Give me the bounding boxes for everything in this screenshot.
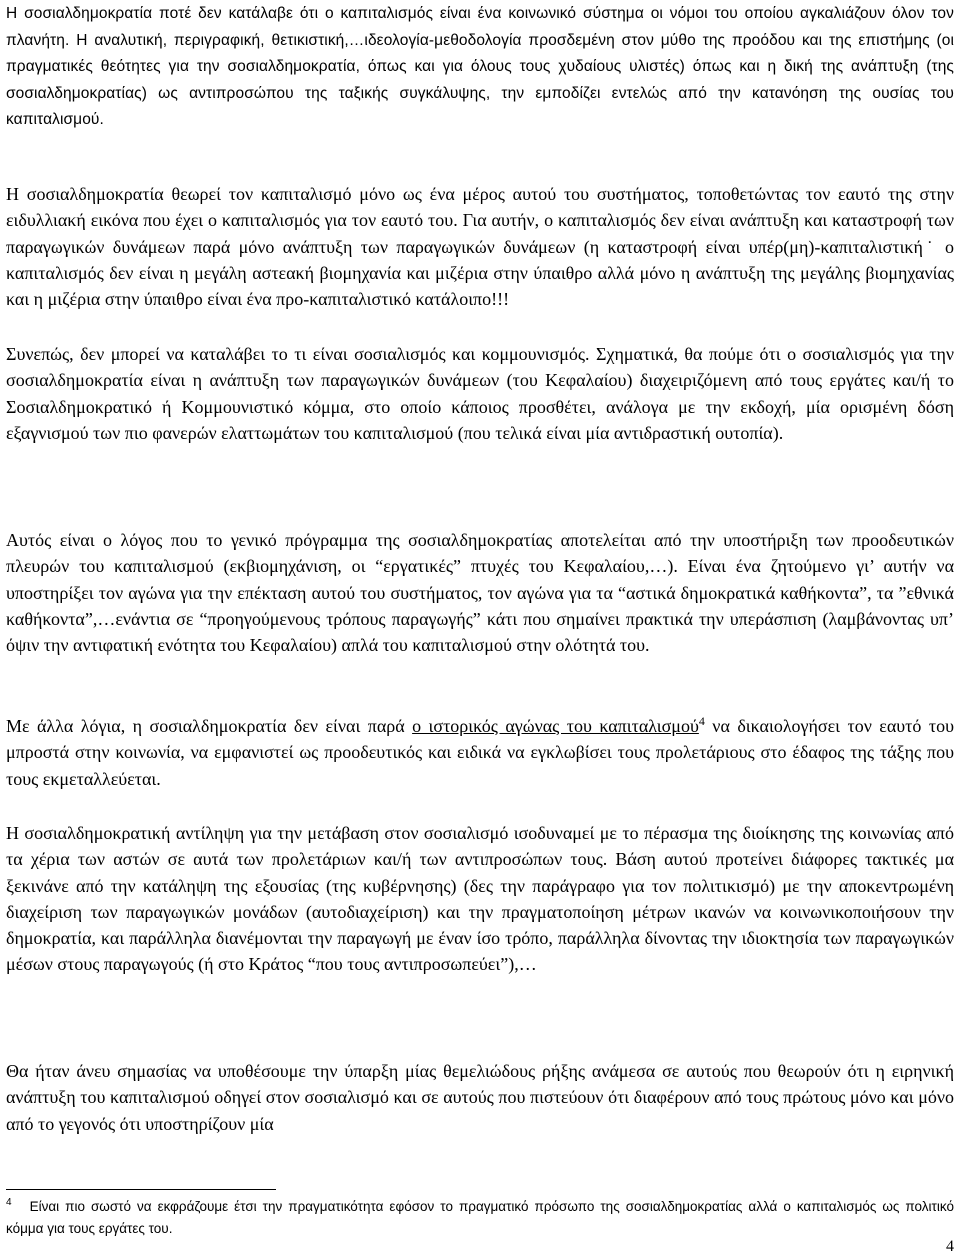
footnote-text: Είναι πιο σωστό να εκφράζουμε έτσι την πραγματικότητα εφόσον το πραγματικό πρόσωπο της σοσιαλδημοκρατίας αλλά ο καπιταλισμός ως πολιτικό κόμμα για τους εργάτες του. (6, 1199, 954, 1236)
paragraph-2: Η σοσιαλδημοκρατία θεωρεί τον καπιταλισμό μόνο ως ένα μέρος αυτού του συστήματος, τοποθετώντας τον εαυτό της στην ειδυλλιακή εικόνα που έχει ο καπιταλισμός για τον εαυτό του. Για αυτήν, ο καπιταλισμός δεν είναι ανάπτυξη και καταστροφή των παραγωγικών δυνάμεων παρά μόνο ανάπτυξη των παραγωγικών δυνάμεων (η καταστροφή είναι υπέρ(μη)-καπιταλιστική˙ ο καπιταλισμός δεν είναι η μεγάλη αστεακή βιομηχανία και μιζέρια στην ύπαιθρο αλλά μόνο η ανάπτυξη της μεγάλης βιομηχανίας και η μιζέρια στην ύπαιθρο είναι ένα προ-καπιταλιστικό κατάλοιπο!!! (6, 184, 954, 310)
paragraph-5-text-end: να δικαιολογήσει τον εαυτό του μπροστά στην κοινωνία, να εμφανιστεί ως προοδευτικός και ειδικά να εγκλωβίσει τους προλετάριους στο έδαφος της τάξης που τους εκμεταλλεύεται. (6, 716, 954, 789)
page-number: 4 (946, 1238, 954, 1255)
footnote-reference: 4 (698, 714, 705, 728)
paragraph-4: Αυτός είναι ο λόγος που το γενικό πρόγραμμα της σοσιαλδημοκρατίας αποτελείται από την υποστήριξη των προοδευτικών πλευρών του καπιταλισμού (εκβιομηχάνιση, οι “εργατικές” πτυχές του Κεφαλαίου,…). Είναι ένα ζητούμενο γι’ αυτήν να υποστηρίξει τον αγώνα για την επέκταση αυτού του συστήματος, τον αγώνα για τα “αστικά δημοκρατικά καθήκοντα”, τα ”εθνικά καθήκοντα”,…ενάντια σε “προηγούμενους τρόπους παραγωγής” κάτι που σημαίνει πρακτικά την υπεράσπιση (λαμβάνοντας υπ’ όψιν την αντιφατική ενότητα του Κεφαλαίου) απλά του καπιταλισμού στην ολότητά του. (6, 530, 954, 656)
paragraph-3: Συνεπώς, δεν μπορεί να καταλάβει το τι είναι σοσιαλισμός και κομμουνισμός. Σχηματικά, θα πούμε ότι ο σοσιαλισμός για την σοσιαλδημοκρατία είναι η ανάπτυξη των παραγωγικών δυνάμεων (του Κεφαλαίου) διαχειριζόμενη από τους εργάτες και/ή το Σοσιαλδημοκρατικό ή Κομμουνιστικό κόμμα, στο οποίο κάποιος προσθέτει, ανάλογα με την εκδοχή, μία ορισμένη δόση εξαγνισμού των πιο φανερών ελαττωμάτων του καπιταλισμού (που τελικά είναι μία αντιδραστική ουτοπία). (6, 344, 954, 443)
paragraph-5-text-start: Με άλλα λόγια, η σοσιαλδημοκρατία δεν είναι παρά (6, 716, 413, 736)
paragraph-6: Η σοσιαλδημοκρατική αντίληψη για την μετάβαση στον σοσιαλισμό ισοδυναμεί με το πέρασμα της διοίκησης της κοινωνίας από τα χέρια των αστών σε αυτά των προλετάριων και/ή των αντιπροσώπων τους. Βάση αυτού προτείνει διάφορες τακτικές μα ξεκινάνε από την κατάληψη της εξουσίας (της κυβέρνησης) (δες την παράγραφο για τον πολιτικισμό) με την αποκεντρωμένη διαχείριση των παραγωγικών μονάδων (αυτοδιαχείριση) και την πραγματοποίηση μέτρων ικανών να κοινωνικοποιήσουν την δημοκρατία, και παράλληλα διανέμονται την παραγωγή με έναν ίσο τρόπο, παράλληλα δίνοντας την ιδιοκτησία των παραγωγικών μέσων στους παραγωγούς (ή στο Κράτος “που τους αντιπροσωπεύει”),… (6, 823, 954, 975)
underlined-phrase: ο ιστορικός αγώνας του καπιταλισμού (412, 716, 699, 736)
footnote-separator (6, 1189, 276, 1190)
paragraph-1: Η σοσιαλδημοκρατία ποτέ δεν κατάλαβε ότι ο καπιταλισμός είναι ένα κοινωνικό σύστημα οι νόμοι του οποίου αγκαλιάζουν όλον τον πλανήτη. Η αναλυτική, περιγραφική, θετικιστική,…ιδεολογία-μεθοδολογία προσδεμένη στον μύθο της προόδου και της επιστήμης (οι πραγματικές θεότητες για την σοσιαλδημοκρατία, όπως και για όλους τους χυδαίους υλιστές) όπως και η δική της ανάπτυξη (της σοσιαλδημοκρατίας) ως αντιπροσώπου της ταξικής συγκάλυψης, την εμποδίζει εντελώς από την κατανόηση της ουσίας του καπιταλισμού. (6, 5, 954, 128)
footnote (6, 1196, 954, 1240)
footnote-marker: 4 (6, 1197, 12, 1208)
paragraph-5 (6, 713, 954, 792)
paragraph-7: Θα ήταν άνευ σημασίας να υποθέσουμε την ύπαρξη μίας θεμελιώδους ρήξης ανάμεσα σε αυτούς που θεωρούν ότι η ειρηνική ανάπτυξη του καπιταλισμού οδηγεί στον σοσιαλισμό και σε αυτούς που πιστεύουν ότι διαφέρουν από τους πρώτους μόνο και μόνο από το γεγονός ότι υποστηρίζουν μία (6, 1061, 954, 1134)
